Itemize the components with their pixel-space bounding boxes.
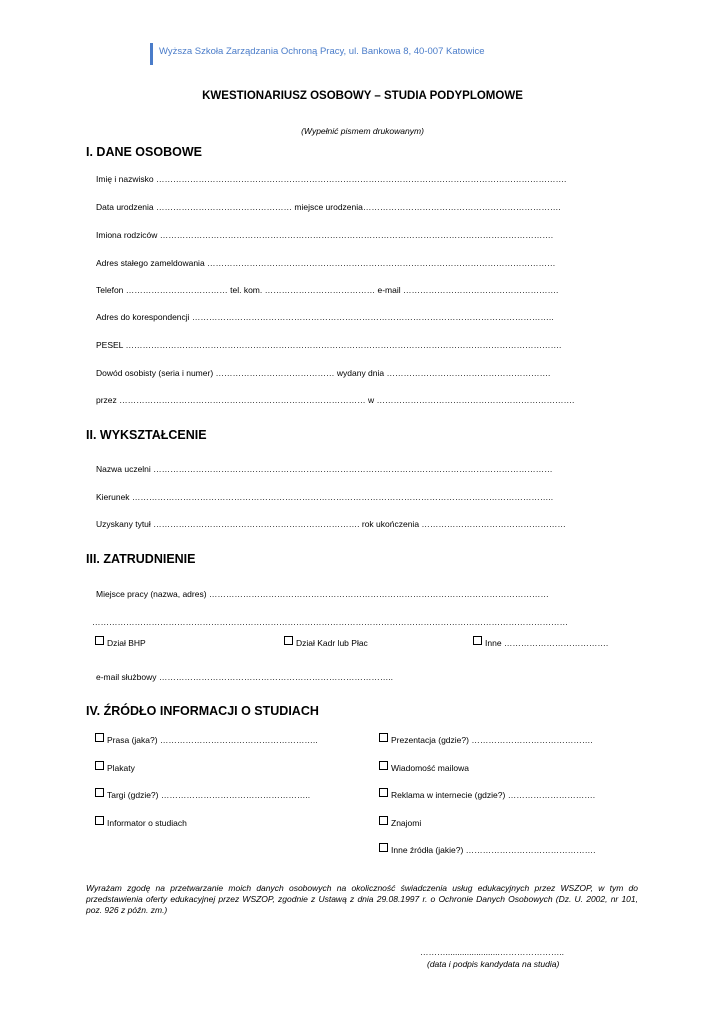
signature-label: (data i podpis kandydata na studia) <box>427 959 560 969</box>
label-mail: Wiadomość mailowa <box>391 763 469 773</box>
label-dept-other: Inne ………………………………. <box>485 638 609 648</box>
checkbox-other-sources[interactable] <box>379 843 388 852</box>
field-degree-year[interactable]: Uzyskany tytuł ………………………………………………………………. rok ukończenia …………………………………………… <box>96 519 566 529</box>
field-workplace-line2[interactable]: …………………………………………………………………………………………………………………………………………………… <box>92 617 568 627</box>
label-dept-hr: Dział Kadr lub Płac <box>296 638 368 648</box>
label-posters: Plakaty <box>107 763 135 773</box>
checkbox-internet-ad[interactable] <box>379 788 388 797</box>
page-subtitle: (Wypełnić pismem drukowanym) <box>301 126 424 136</box>
section-info-source-heading: IV. ŹRÓDŁO INFORMACJI O STUDIACH <box>86 704 319 718</box>
label-press: Prasa (jaka?) ……………………………………………….. <box>107 735 318 745</box>
page-title: KWESTIONARIUSZ OSOBOWY – STUDIA PODYPLOMOWE <box>202 90 523 102</box>
label-dept-bhp: Dział BHP <box>107 638 146 648</box>
checkbox-presentation[interactable] <box>379 733 388 742</box>
section-employment-heading: III. ZATRUDNIENIE <box>86 552 196 566</box>
field-name[interactable]: Imię i nazwisko ………………………………………………………………………………………………………………………………. <box>96 174 567 184</box>
field-correspondence-address[interactable]: Adres do korespondencji ……………………………………………………………………………………………………………….. <box>96 312 554 322</box>
field-pesel[interactable]: PESEL ………………………………………………………………………………………………………………………………………. <box>96 340 562 350</box>
field-workplace[interactable]: Miejsce pracy (nazwa, adres) ………………………………………………………………………………………………………… <box>96 589 549 599</box>
field-id-card[interactable]: Dowód osobisty (seria i numer) …………………………………… wydany dnia …………………………………………………. <box>96 368 551 378</box>
field-parents-names[interactable]: Imiona rodziców …………………………………………………………………………………………………………………………. <box>96 230 554 240</box>
checkbox-fairs[interactable] <box>95 788 104 797</box>
label-other-sources: Inne źródła (jakie?) ………………………………………. <box>391 845 596 855</box>
label-presentation: Prezentacja (gdzie?) ……………………………………. <box>391 735 593 745</box>
field-university[interactable]: Nazwa uczelni …………………………………………………………………………………………………………………………… <box>96 464 553 474</box>
label-fairs: Targi (gdzie?) …………………………………………….. <box>107 790 311 800</box>
field-major[interactable]: Kierunek ………………………………………………………………………………………………………………………………….. <box>96 492 554 502</box>
field-issued-by[interactable]: przez …………………………………………………………………………… w ……………………………………………………………. <box>96 395 575 405</box>
header-accent-bar <box>150 43 153 65</box>
signature-line[interactable]: ……….......................………………….. <box>420 947 565 957</box>
institution-header: Wyższa Szkoła Zarządzania Ochroną Pracy, ul. Bankowa 8, 40-007 Katowice <box>159 46 485 57</box>
section-personal-data-heading: I. DANE OSOBOWE <box>86 145 202 159</box>
field-work-email[interactable]: e-mail służbowy ……………………………………………………………………….. <box>96 672 394 682</box>
checkbox-dept-other[interactable] <box>473 636 482 645</box>
field-permanent-address[interactable]: Adres stałego zameldowania …………………………………………………………………………………………………………… <box>96 258 556 268</box>
checkbox-mail[interactable] <box>379 761 388 770</box>
field-phone-email[interactable]: Telefon ……………………………… tel. kom. ………………………………… e-mail ………………………………………………. <box>96 285 559 295</box>
section-education-heading: II. WYKSZTAŁCENIE <box>86 428 207 442</box>
label-informator: Informator o studiach <box>107 818 187 828</box>
checkbox-press[interactable] <box>95 733 104 742</box>
checkbox-dept-hr[interactable] <box>284 636 293 645</box>
field-date-place-of-birth[interactable]: Data urodzenia ………………………………………… miejsce urodzenia……………………………………………………………. <box>96 202 561 212</box>
checkbox-posters[interactable] <box>95 761 104 770</box>
checkbox-informator[interactable] <box>95 816 104 825</box>
label-friends: Znajomi <box>391 818 422 828</box>
checkbox-dept-bhp[interactable] <box>95 636 104 645</box>
label-internet-ad: Reklama w internecie (gdzie?) …………………………. <box>391 790 596 800</box>
checkbox-friends[interactable] <box>379 816 388 825</box>
consent-statement: Wyrażam zgodę na przetwarzanie moich danych osobowych na okoliczność świadczenia usług edukacyjnych przez WSZOP, w tym do przedstawienia oferty edukacyjnej przez WSZOP, zgodnie z Ustawą z dnia 29.08.1997 r. o Ochronie Danych Osobowych (Dz. U. 2002, nr 101, poz. 926 z późn. zm.) <box>86 883 638 915</box>
